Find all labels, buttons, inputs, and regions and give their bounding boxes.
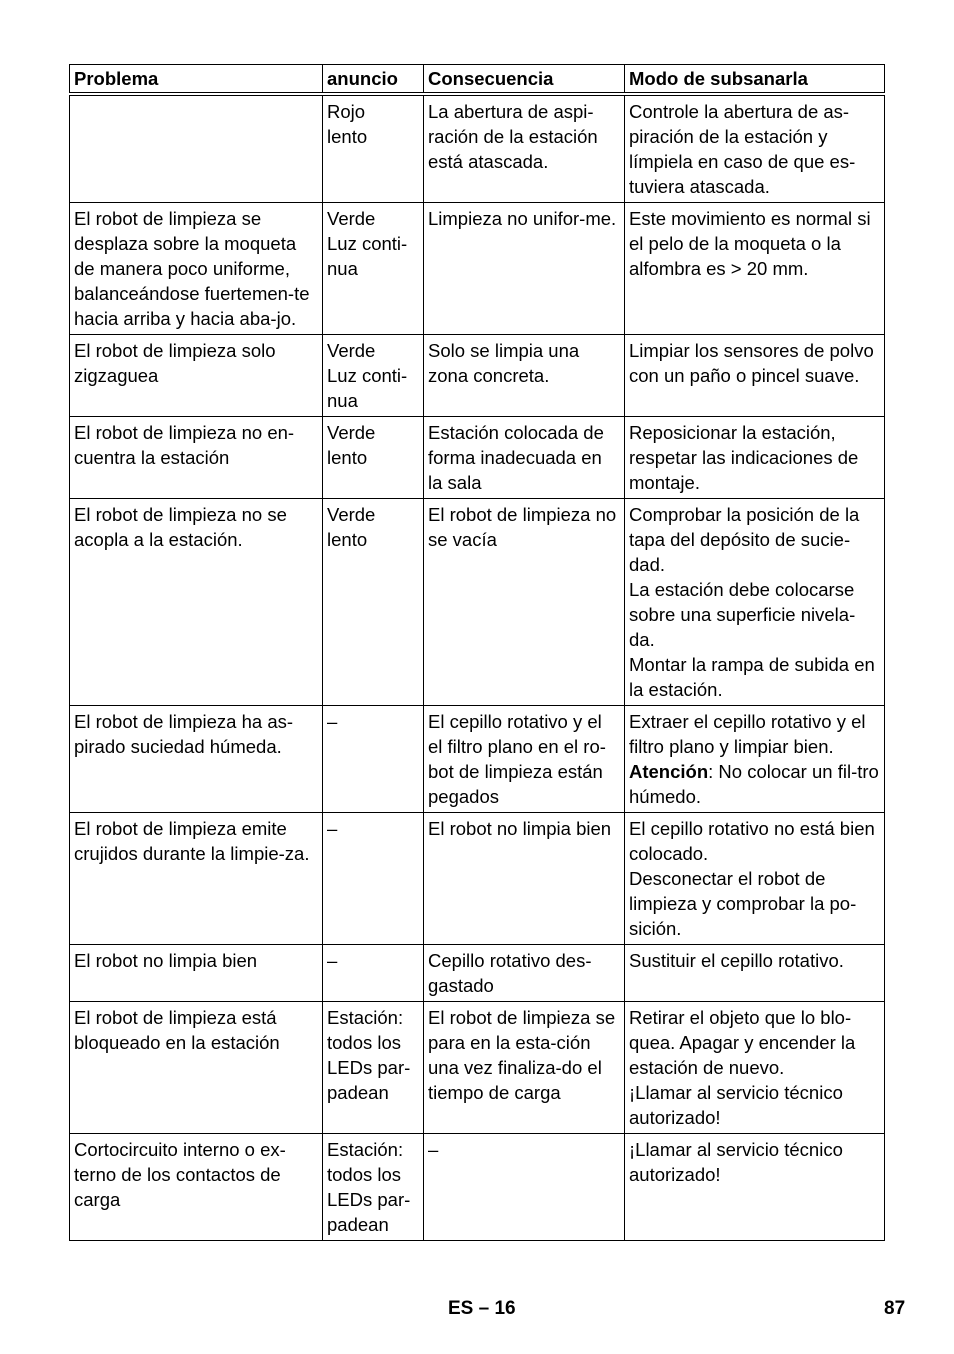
header-problem: Problema <box>70 65 323 95</box>
remedy-line: Montar la rampa de subida en la estación. <box>629 654 875 700</box>
remedy-line: Retirar el objeto que lo blo-quea. Apagar y encender la estación de nuevo. <box>629 1007 856 1078</box>
cell-remedy <box>625 706 885 813</box>
cell-remedy <box>625 1002 885 1134</box>
table-row <box>70 94 885 203</box>
cell-signal <box>323 417 424 499</box>
warning-label: Atención <box>629 761 709 782</box>
cell-problem: El robot de limpieza se desplaza sobre la moqueta de manera poco uniforme, balanceándose fuertemen-te hacia arriba y hacia aba-jo. <box>70 203 323 335</box>
table-row <box>70 706 885 813</box>
cell-remedy <box>625 499 885 706</box>
cell-remedy <box>625 1134 885 1241</box>
cell-problem: El robot de limpieza ha as-pirado suciedad húmeda. <box>70 706 323 813</box>
cell-problem: El robot de limpieza solo zigzaguea <box>70 335 323 417</box>
remedy-warning <box>629 759 880 809</box>
cell-problem: El robot no limpia bien <box>70 945 323 1002</box>
signal-line: lento <box>327 529 368 550</box>
cell-signal <box>323 813 424 945</box>
cell-signal <box>323 706 424 813</box>
remedy-line: Este movimiento es normal si el pelo de la moqueta o la alfombra es > 20 mm. <box>629 208 871 279</box>
signal-line: Rojo <box>327 101 366 122</box>
cell-signal <box>323 945 424 1002</box>
remedy-line: La estación debe colocarse sobre una superficie nivela-da. <box>629 579 856 650</box>
remedy-line: Desconectar el robot de limpieza y comprobar la po-sición. <box>629 868 857 939</box>
table-row <box>70 417 885 499</box>
header-consequence: Consecuencia <box>424 65 625 95</box>
signal-line: lento <box>327 447 368 468</box>
cell-signal <box>323 335 424 417</box>
footer-section: ES – 16 <box>448 1298 516 1319</box>
remedy-line: El cepillo rotativo no está bien colocado. <box>629 818 875 864</box>
cell-signal <box>323 203 424 335</box>
signal-line: Estación: todos los LEDs par-padean <box>327 1007 411 1103</box>
cell-consequence: Cepillo rotativo des-gastado <box>424 945 625 1002</box>
cell-problem: El robot de limpieza no se acopla a la estación. <box>70 499 323 706</box>
cell-consequence: Solo se limpia una zona concreta. <box>424 335 625 417</box>
table-row <box>70 1134 885 1241</box>
cell-problem: Cortocircuito interno o ex-terno de los contactos de carga <box>70 1134 323 1241</box>
cell-remedy <box>625 335 885 417</box>
cell-problem: El robot de limpieza está bloqueado en la estación <box>70 1002 323 1134</box>
header-remedy: Modo de subsanarla <box>625 65 885 95</box>
signal-line: – <box>327 711 338 732</box>
table-row <box>70 499 885 706</box>
cell-consequence: Estación colocada de forma inadecuada en la sala <box>424 417 625 499</box>
cell-signal <box>323 1134 424 1241</box>
remedy-line: Sustituir el cepillo rotativo. <box>629 950 844 971</box>
cell-consequence: El robot de limpieza no se vacía <box>424 499 625 706</box>
signal-line: lento <box>327 126 368 147</box>
remedy-line: Controle la abertura de as-piración de la estación y límpiela en caso de que es-tuviera atascada. <box>629 101 856 197</box>
signal-line: Verde <box>327 504 376 525</box>
remedy-line: Reposicionar la estación, respetar las indicaciones de montaje. <box>629 422 859 493</box>
header-signal: anuncio <box>323 65 424 95</box>
signal-line: – <box>327 818 338 839</box>
cell-problem: El robot de limpieza no en-cuentra la estación <box>70 417 323 499</box>
cell-signal <box>323 499 424 706</box>
cell-remedy <box>625 417 885 499</box>
signal-line: Luz conti-nua <box>327 365 408 411</box>
cell-signal <box>323 94 424 203</box>
cell-consequence: – <box>424 1134 625 1241</box>
signal-line: Verde <box>327 340 376 361</box>
table-row <box>70 945 885 1002</box>
signal-line: Estación: todos los LEDs par-padean <box>327 1139 411 1235</box>
cell-consequence: El robot de limpieza se para en la esta-ción una vez finaliza-do el tiempo de carga <box>424 1002 625 1134</box>
remedy-line: Extraer el cepillo rotativo y el filtro plano y limpiar bien. <box>629 711 866 757</box>
remedy-line: ¡Llamar al servicio técnico autorizado! <box>629 1082 843 1128</box>
cell-problem <box>70 94 323 203</box>
cell-remedy <box>625 94 885 203</box>
cell-problem: El robot de limpieza emite crujidos durante la limpie-za. <box>70 813 323 945</box>
cell-remedy <box>625 945 885 1002</box>
table-row <box>70 203 885 335</box>
table-row <box>70 335 885 417</box>
signal-line: Luz conti-nua <box>327 233 408 279</box>
signal-line: – <box>327 950 338 971</box>
cell-consequence: Limpieza no unifor-me. <box>424 203 625 335</box>
cell-consequence: La abertura de aspi-ración de la estación está atascada. <box>424 94 625 203</box>
cell-consequence: El robot no limpia bien <box>424 813 625 945</box>
remedy-line: Comprobar la posición de la tapa del depósito de sucie-dad. <box>629 504 860 575</box>
signal-line: Verde <box>327 422 376 443</box>
table-row <box>70 813 885 945</box>
table-header <box>70 65 885 95</box>
table-body <box>70 94 885 1241</box>
table-row <box>70 1002 885 1134</box>
cell-consequence: El cepillo rotativo y el el filtro plano en el ro-bot de limpieza están pegados <box>424 706 625 813</box>
remedy-line: Limpiar los sensores de polvo con un paño o pincel suave. <box>629 340 874 386</box>
cell-remedy <box>625 813 885 945</box>
remedy-line: ¡Llamar al servicio técnico autorizado! <box>629 1139 843 1185</box>
cell-remedy <box>625 203 885 335</box>
troubleshooting-table <box>69 64 885 1241</box>
signal-line: Verde <box>327 208 376 229</box>
warning-text: : No colocar un fil-tro húmedo. <box>629 761 879 807</box>
cell-signal <box>323 1002 424 1134</box>
footer-page-number: 87 <box>884 1298 906 1319</box>
